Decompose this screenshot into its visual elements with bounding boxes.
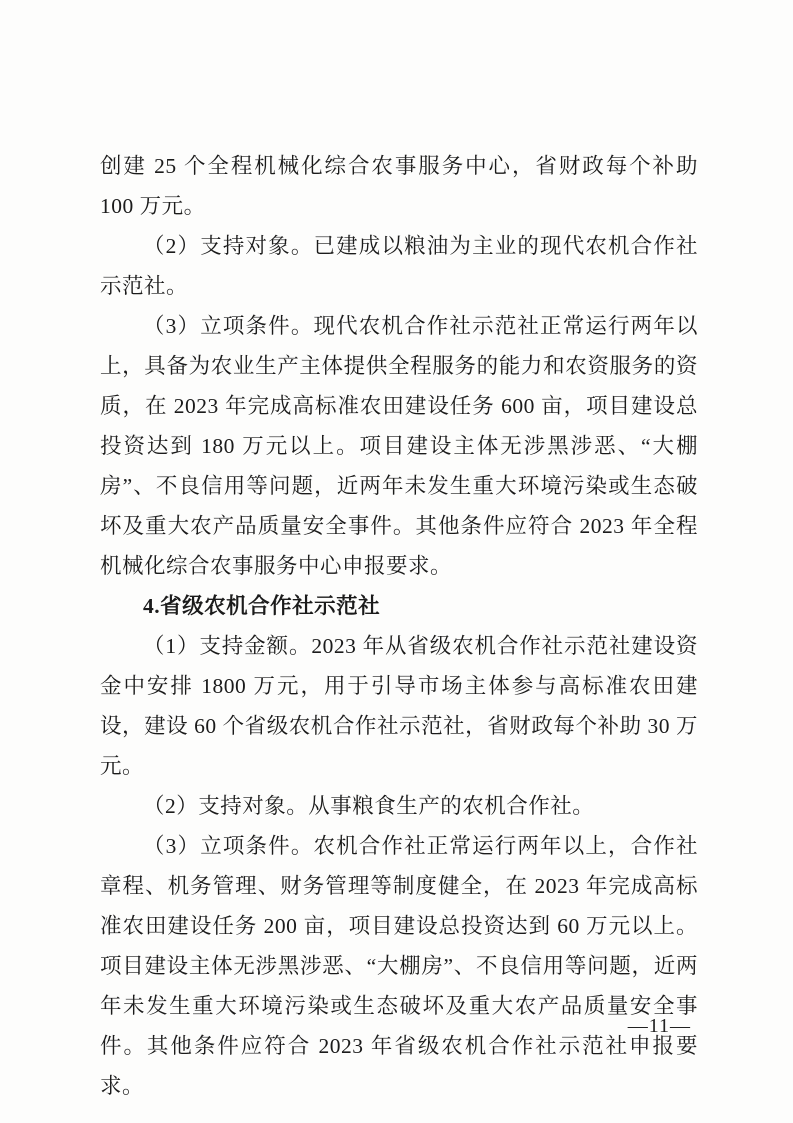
section-heading: 4.省级农机合作社示范社 — [143, 594, 381, 618]
page-number: —11— — [627, 1015, 691, 1037]
body-paragraph: （3）立项条件。现代农机合作社示范社正常运行两年以上，具备为农业生产主体提供全程服务的能力和农资服务的资质，在 2023 年完成高标准农田建设任务 600 亩，项目建设总投资达到 180 万元以上。项目建设主体无涉黑涉恶、“大棚房”、不良信用等问题，近两年未发生重大环境污染或生态破坏及重大农产品质量安全事件。其他条件应符合 2023 年全程机械化综合农事服务中心申报要求。 — [100, 314, 698, 578]
body-paragraph: （1）支持金额。2023 年从省级农机合作社示范社建设资金中安排 1800 万元，用于引导市场主体参与高标准农田建设，建设 60 个省级农机合作社示范社，省财政每个补助 30 万元。 — [100, 634, 698, 778]
body-paragraph: （2）支持对象。已建成以粮油为主业的现代农机合作社示范社。 — [100, 234, 698, 298]
body-paragraph: （3）立项条件。农机合作社正常运行两年以上，合作社章程、机务管理、财务管理等制度健全，在 2023 年完成高标准农田建设任务 200 亩，项目建设总投资达到 60 万元以上。项目建设主体无涉黑涉恶、“大棚房”、不良信用等问题，近两年未发生重大环境污染或生态破坏及重大农产品质量安全事件。其他条件应符合 2023 年省级农机合作社示范社申报要求。 — [100, 834, 698, 1098]
document-body — [100, 146, 698, 1106]
body-paragraph: 创建 25 个全程机械化综合农事服务中心，省财政每个补助 100 万元。 — [100, 154, 698, 218]
body-paragraph: （2）支持对象。从事粮食生产的农机合作社。 — [143, 794, 595, 818]
